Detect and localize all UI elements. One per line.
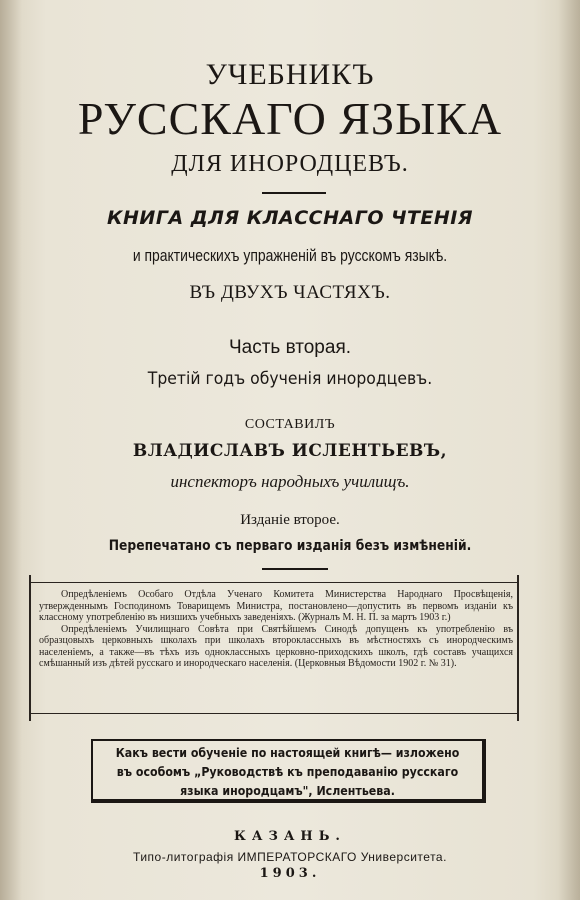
imprint-city: КАЗАНЬ. [234, 829, 346, 844]
divider-rule-bottom [262, 568, 328, 570]
title-line-1: УЧЕБНИКЪ [205, 58, 375, 91]
guide-line-1: Какъ вести обученіе по настоящей книгѣ— изложено [115, 746, 460, 760]
subtitle-exercises: и практическихъ упражненій въ русскомъ языкѣ. [132, 246, 448, 265]
approval-decrees-block [29, 582, 519, 714]
title-line-2: РУССКАГО ЯЗЫКА [77, 93, 503, 144]
edition-label: Изданіе второе. [240, 512, 340, 528]
subtitle-reading-book: КНИГА ДЛЯ КЛАССНАГО ЧТЕНІЯ [107, 207, 473, 229]
part-number: Часть вторая. [228, 337, 352, 358]
subtitle-two-parts: ВЪ ДВУХЪ ЧАСТЯХЪ. [189, 282, 391, 303]
study-year: Третій годъ обученія инородцевъ. [147, 369, 433, 389]
compiled-by-label: СОСТАВИЛЪ [244, 417, 336, 432]
guide-line-2: въ особомъ „Руководствѣ къ преподаванію русскаго [116, 765, 459, 779]
decree-synod: Опредѣленіемъ Училищнаго Совѣта при Святѣйшемъ Синодѣ допущенъ къ употребленію въ образцовыхъ церковныхъ школахъ при школахъ второклассныхъ въ мѣстностяхъ съ инородческимъ населеніемъ, а также—въ тѣхъ изъ одноклассныхъ церковно-приходскихъ школъ, гдѣ составъ учащихся смѣшанный изъ дѣтей русскаго и инородческаго населенія. (Церковныя Вѣдомости 1902 г. № 31). [39, 623, 513, 669]
reprint-note: Перепечатано съ перваго изданія безъ измѣненій. [108, 538, 472, 554]
decree-ministry: Опредѣленіемъ Особаго Отдѣла Ученаго Комитета Министерства Народнаго Просвѣщенія, утвержденнымъ Господиномъ Товарищемъ Министра, постановлено—допустить въ первомъ изданіи къ классному употребленію въ низшихъ учебныхъ заведеніяхъ. (Журналъ М. Н. П. за мартъ 1903 г.) [39, 589, 513, 623]
author-name: ВЛАДИСЛАВЪ ИСЛЕНТЬЕВЪ, [132, 441, 448, 461]
decrees-right-bar [517, 575, 519, 721]
imprint-year: 1903. [259, 866, 321, 881]
teaching-guide-box [91, 739, 486, 803]
decrees-text [39, 589, 513, 670]
divider-rule-top [262, 192, 326, 194]
author-role: инспекторъ народныхъ училищъ. [170, 472, 410, 491]
title-line-3: ДЛЯ ИНОРОДЦЕВЪ. [171, 151, 409, 177]
imprint-printer: Типо-литографія ИМПЕРАТОРСКАГО Университета. [133, 850, 447, 864]
guide-line-3: языка инородцамъ", Ислентьева. [180, 784, 395, 798]
decrees-left-bar [29, 575, 31, 721]
